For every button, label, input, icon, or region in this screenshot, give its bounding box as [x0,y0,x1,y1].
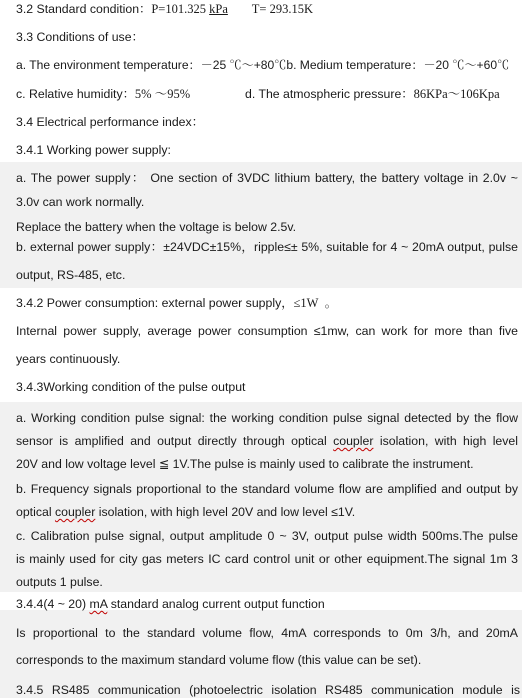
temperature-condition-line: a. The environment temperature：－25 ℃～+80℃b. Medium temperature：－20 ℃～+60℃ [16,58,510,72]
spellcheck-word: mA [89,597,108,611]
rs485-line-1: 3.4.5 RS485 communication (photoelectric isolation RS485 communication module is [16,683,520,697]
spellcheck-word: coupler [54,505,96,519]
external-supply-line-1: b. external power supply：±24VDC±15%，ripple≤± 5%, suitable for 4 ~ 20mA output, pulse [16,240,518,254]
calibration-c-line-1: c. Calibration pulse signal, output amplitude 0 ~ 3V, output pulse width 500ms.The pulse [16,529,518,543]
power-consumption-value: ≤1W [293,296,322,310]
power-supply-line-2: 3.0v can work normally. [16,195,145,209]
humidity-pressure-line [16,86,518,102]
standard-condition-line [16,1,518,17]
humidity-label: c. Relative humidity： [16,87,135,101]
power-consumption-heading: 3.4.2 Power consumption: external power supply，≤1W 。 [16,296,338,310]
pressure-value: P=101.325 kPa [151,2,228,16]
pulse-output-heading: 3.4.3Working condition of the pulse output [16,380,246,394]
external-supply-line-2: output, RS-485, etc. [16,268,126,282]
calibration-c-line-2: is mainly used for city gas meters IC card control unit or other equipment.The signal 1m 3 [16,552,518,566]
humidity-value: 5% ～95% [134,87,191,101]
calibration-c-line-3: outputs 1 pulse. [16,575,103,589]
working-power-supply-heading: 3.4.1 Working power supply: [16,143,171,157]
heading-period: 。 [324,296,338,310]
power-supply-line-1: a. The power supply： One section of 3VDC lithium battery, the battery voltage in 2.0v ~ [16,171,518,185]
atmospheric-pressure-label: d. The atmospheric pressure： [245,87,414,101]
spellcheck-word: coupler [333,434,374,448]
frequency-b-line-2: optical coupler isolation, with high level 20V and low level ≤1V. [16,505,356,519]
analog-output-line-1: Is proportional to the standard volume flow, 4mA corresponds to 0m 3/h, and 20mA [16,626,518,640]
electrical-performance-heading: 3.4 Electrical performance index： [16,115,204,129]
pulse-a-line-1: a. Working condition pulse signal: the working condition pulse signal detected by the flow [16,411,518,425]
analog-output-line-2: corresponds to the maximum standard volume flow (this value can be set). [16,653,422,667]
pressure-unit: kPa [209,2,228,16]
power-supply-line-3: Replace the battery when the voltage is below 2.5v. [16,220,297,234]
conditions-of-use-heading: 3.3 Conditions of use： [16,30,144,44]
atmospheric-pressure-value: 86KPa～106Kpa [413,87,500,101]
temperature-value: T= 293.15K [251,2,314,16]
pulse-a-line-3: 20V and low voltage level ≦ 1V.The pulse is mainly used to calibrate the instrument. [16,457,474,471]
standard-condition-label: 3.2 Standard condition： [16,2,152,16]
internal-power-line-2: years continuously. [16,352,121,366]
frequency-b-line-1: b. Frequency signals proportional to the standard volume flow are amplified and output by [16,482,518,496]
pulse-a-line-2: sensor is amplified and output directly through optical coupler isolation, with high level [16,434,518,448]
analog-output-heading: 3.4.4(4 ~ 20) mA standard analog current output function [16,597,325,611]
internal-power-line-1: Internal power supply, average power consumption ≤1mw, can work for more than five [16,324,518,338]
